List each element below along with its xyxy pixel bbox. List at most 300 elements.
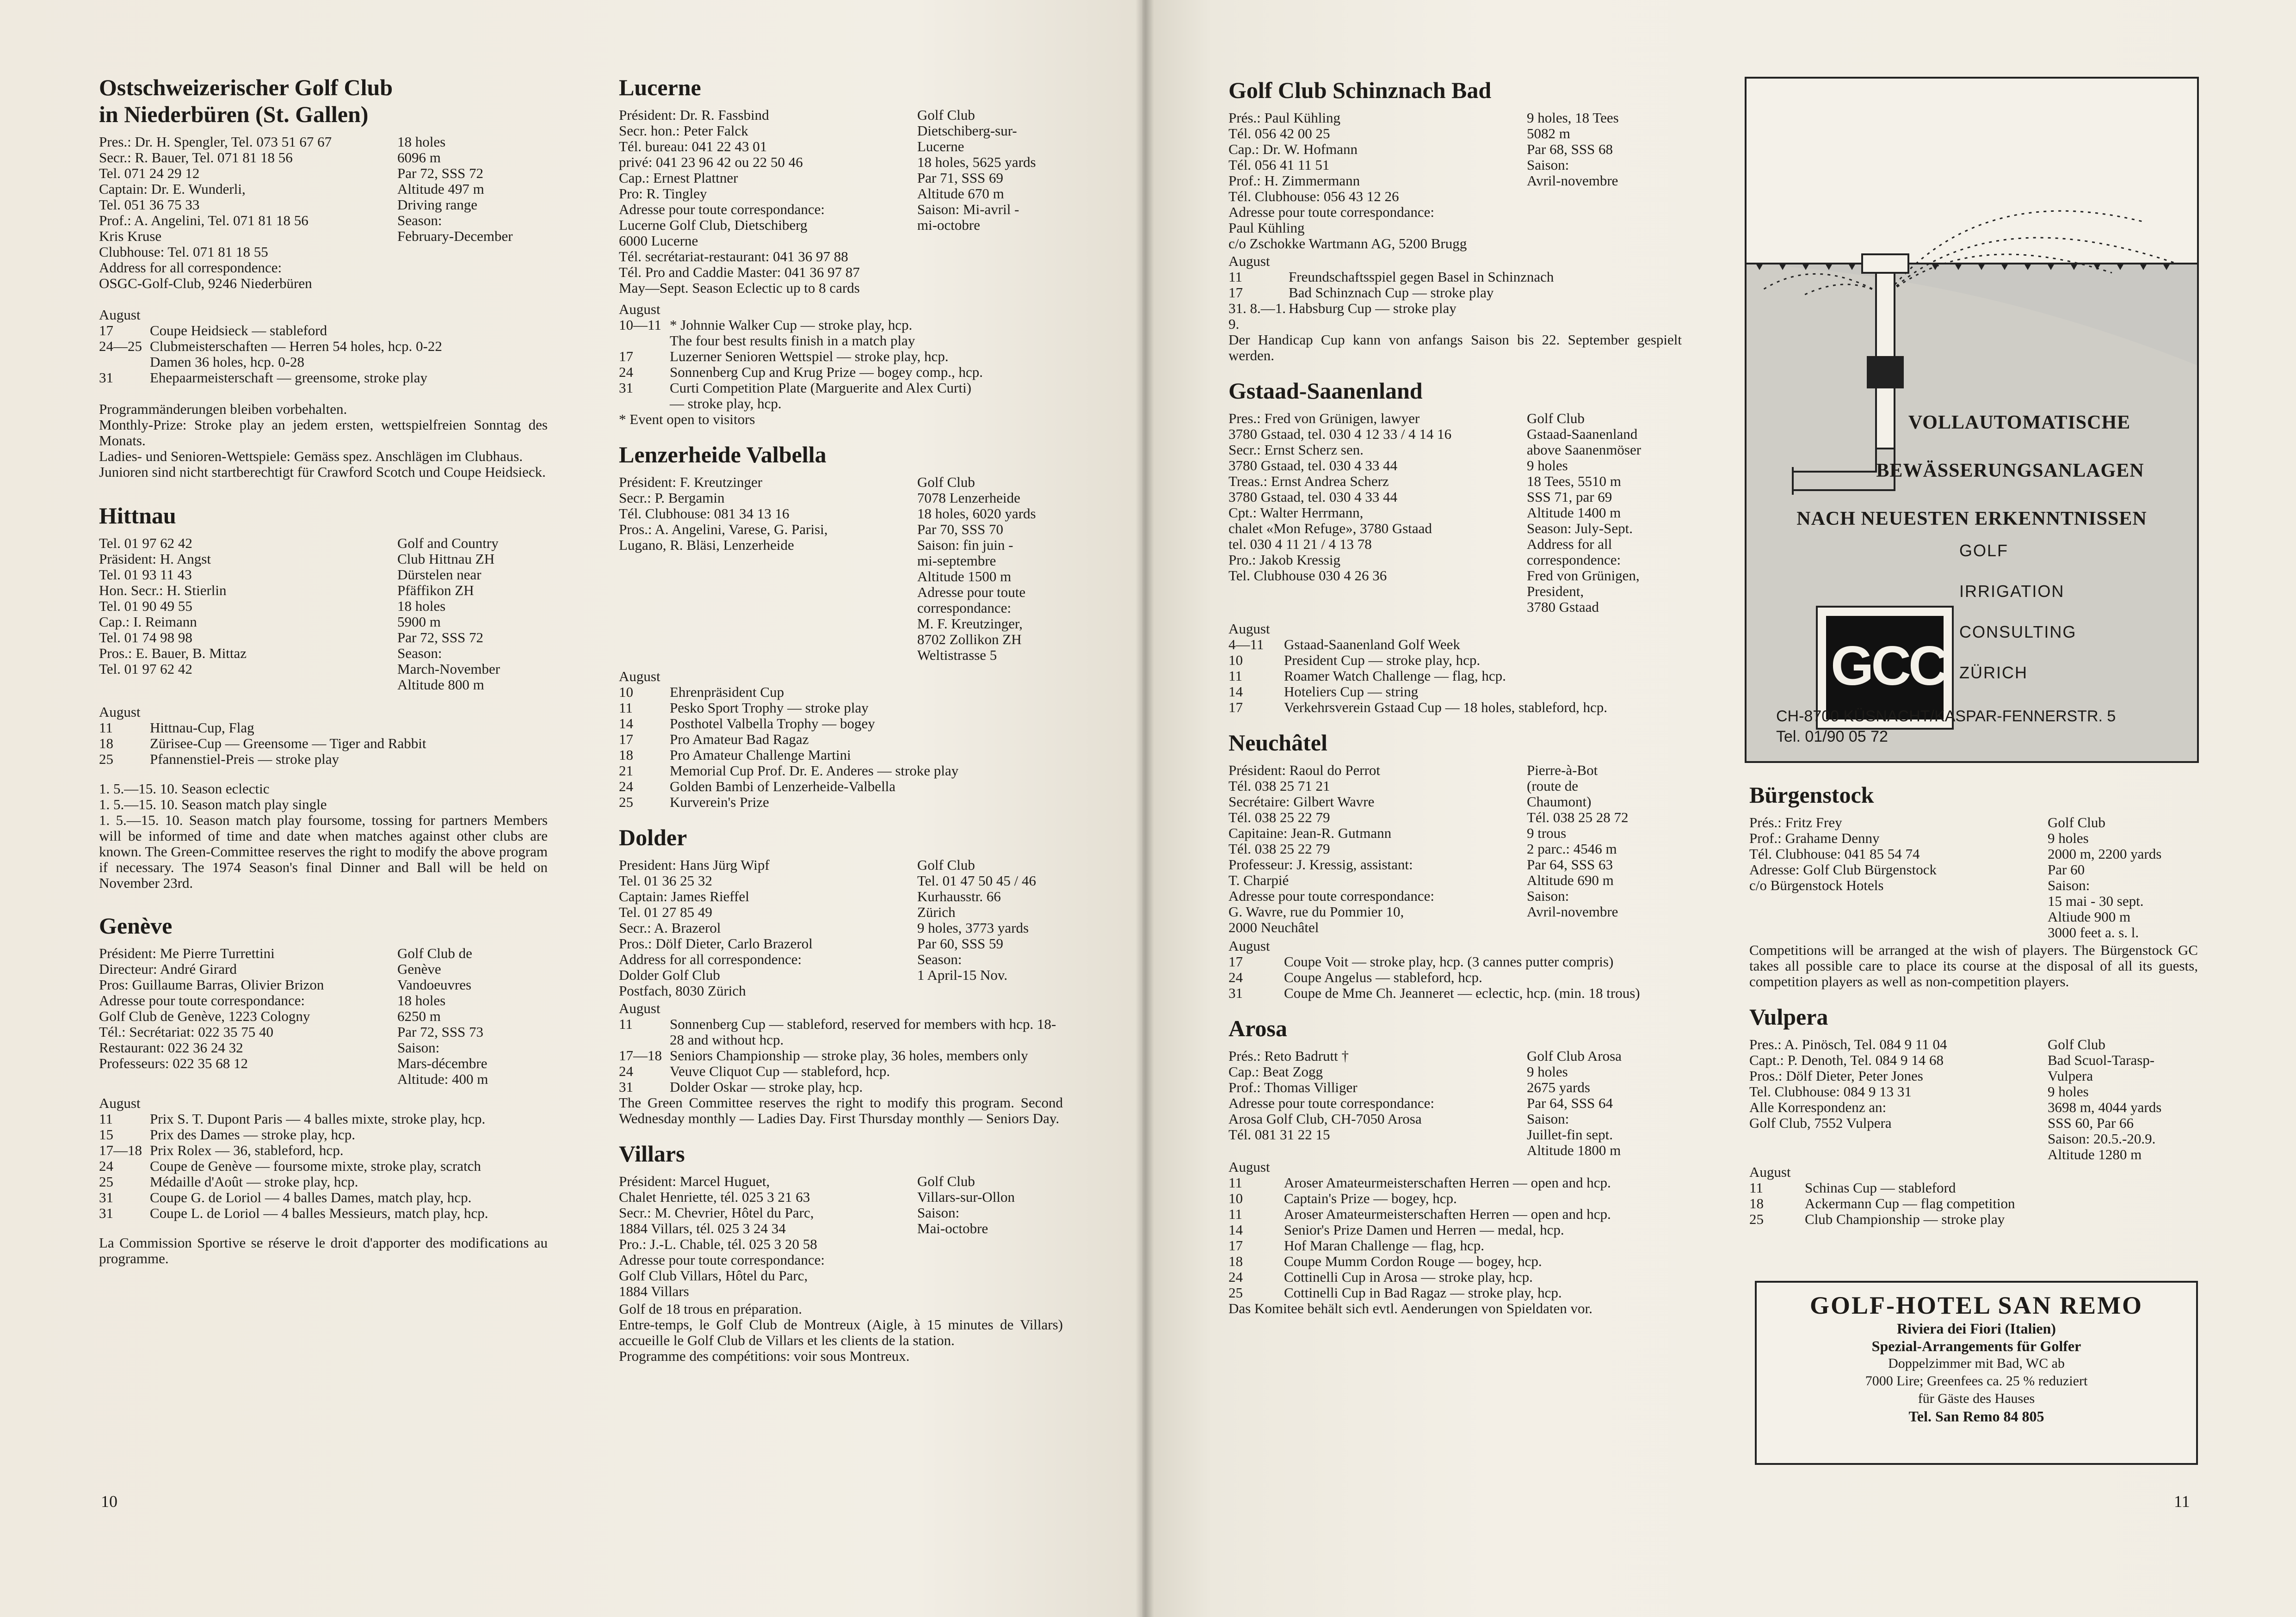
text-line: Prof.: A. Angelini, Tel. 071 81 18 56 [99, 212, 309, 228]
event-name: Ehrenpräsident Cup [670, 684, 784, 700]
club-title: Ostschweizerischer Golf Club in Niederbüren (St. Gallen) [99, 74, 393, 127]
club-title: Bürgenstock [1749, 782, 1874, 808]
text-line: Golf Club Villars, Hôtel du Parc, [619, 1267, 808, 1284]
text-line: Secr.: A. Brazerol [619, 920, 721, 936]
text-line: Adresse pour toute [917, 584, 1026, 600]
text-line: Tel. 01 27 85 49 [619, 904, 712, 920]
club-notes [1228, 1301, 1682, 1316]
text-line: Pros.: Dölf Dieter, Carlo Brazerol [619, 935, 813, 952]
text-line: SSS 60, Par 66 [2048, 1115, 2134, 1131]
text-line: Season: July-Sept. [1527, 520, 1633, 536]
paragraph: Monthly-Prize: Stroke play an jedem ersten, wettspielfreien Sonntag des Monats. [99, 417, 548, 449]
text-line: Adresse pour toute correspondance: [99, 992, 305, 1008]
text-line: Tél. secrétariat-restaurant: 041 36 97 88 [619, 248, 848, 264]
text-line: Secr.: Ernst Scherz sen. [1228, 442, 1364, 458]
event-name: Roamer Watch Challenge — flag, hcp. [1284, 668, 1506, 684]
event-date: 10 [1228, 652, 1243, 668]
text-line: Tel. 071 24 29 12 [99, 165, 200, 181]
paragraph: Entre-temps, le Golf Club de Montreux (Aigle, à 15 minutes de Villars) accueille le Golf Club de Villars et les clients de la station. [619, 1316, 1063, 1348]
club-facts [917, 857, 1036, 983]
event-schedule [619, 669, 1063, 810]
schedule-month: August [99, 307, 141, 323]
schedule-row [1228, 269, 1682, 285]
event-date: 4—11 [1228, 636, 1264, 652]
text-line: Golf Club [917, 107, 975, 123]
text-line: Capitaine: Jean-R. Gutmann [1228, 825, 1392, 841]
text-line: Saison: [2048, 877, 2090, 893]
schedule-row [99, 720, 548, 736]
text-line: Pros.: E. Bauer, B. Mittaz [99, 645, 247, 661]
event-name: Coupe de Genève — foursome mixte, stroke play, scratch [150, 1158, 481, 1174]
event-date [619, 333, 670, 349]
schedule-row [1749, 1196, 2198, 1211]
event-date: 17 [1228, 699, 1243, 715]
text-line: c/o Bürgenstock Hotels [1749, 877, 1884, 893]
schedule-row [99, 370, 548, 386]
club-title: Genève [99, 913, 173, 939]
club-facts [397, 946, 488, 1087]
text-line: Genève [397, 961, 441, 977]
schedule-row [1228, 970, 1682, 985]
text-line: Golf Club Arosa [1527, 1048, 1622, 1064]
event-date [99, 354, 150, 370]
event-name: — stroke play, hcp. [670, 395, 782, 412]
schedule-month: August [99, 704, 141, 720]
text-line: Altitude 1400 m [1527, 504, 1621, 521]
text-line: Chalet Henriette, tél. 025 3 21 63 [619, 1189, 810, 1205]
club-info [619, 107, 860, 296]
schedule-row [619, 1064, 1063, 1079]
text-line: Tel. 01 90 49 55 [99, 598, 192, 614]
club-info [1749, 1037, 1947, 1131]
club-notes [619, 1095, 1063, 1126]
event-date: 10 [619, 684, 633, 700]
event-name: Coupe Mumm Cordon Rouge — bogey, hcp. [1284, 1253, 1542, 1269]
schedule-row [99, 1143, 548, 1158]
club-info [619, 474, 828, 553]
text-line: Golf Club de [397, 945, 472, 961]
text-line: Pro: R. Tingley [619, 185, 707, 202]
text-line: Secr. hon.: Peter Falck [619, 123, 748, 139]
text-line: Tél.: Secrétariat: 022 35 75 40 [99, 1024, 274, 1040]
event-date: 24 [99, 1158, 113, 1174]
schedule-row [99, 1127, 548, 1143]
event-name: Coupe G. de Loriol — 4 balles Dames, match play, hcp. [150, 1189, 472, 1205]
text-line: Arosa Golf Club, CH-7050 Arosa [1228, 1111, 1422, 1127]
text-line: 2000 m, 2200 yards [2048, 846, 2162, 862]
event-name: Curti Competition Plate (Marguerite and Alex Curti) [670, 380, 972, 396]
gcc-word: GOLF [1959, 541, 2009, 560]
event-date: 21 [619, 762, 633, 779]
text-line: Président: F. Kreutzinger [619, 474, 763, 490]
schedule-row [1228, 1175, 1682, 1191]
schedule-month: August [619, 301, 660, 317]
text-line: Altitude 1800 m [1527, 1142, 1621, 1158]
text-line: Altitude: 400 m [397, 1071, 488, 1087]
text-line: Pfäffikon ZH [397, 582, 474, 598]
schedule-row [1228, 637, 1682, 652]
event-name: Coupe Heidsieck — stableford [150, 322, 327, 338]
club-info [1228, 411, 1451, 584]
schedule-row [1228, 1254, 1682, 1269]
text-line: Altitude 670 m [917, 185, 1004, 202]
schedule-row [99, 1205, 548, 1221]
text-line: Tel. 01 97 62 42 [99, 661, 192, 677]
ad-address: CH-8700 KÜSNACHT/KASPAR-FENNERSTR. 5 [1776, 707, 2116, 725]
event-name: Ackermann Cup — flag competition [1805, 1195, 2015, 1211]
text-line: Hon. Secr.: H. Stierlin [99, 582, 227, 598]
schedule-row [99, 1190, 548, 1205]
event-date: 31. 8.—1. 9. [1228, 300, 1286, 332]
page-number-right: 11 [2174, 1492, 2190, 1511]
event-date: 24 [619, 364, 633, 380]
text-line: Villars-sur-Ollon [917, 1189, 1015, 1205]
club-info [1228, 110, 1467, 252]
text-line: Pros: Guillaume Barras, Olivier Brizon [99, 977, 324, 993]
schedule-row [99, 736, 548, 751]
schedule-row [99, 1158, 548, 1174]
schedule-month: August [619, 668, 660, 684]
event-date [619, 396, 670, 412]
text-line: Par 71, SSS 69 [917, 170, 1004, 186]
text-line: Gstaad-Saanenland [1527, 426, 1638, 442]
event-name: Freundschaftsspiel gegen Basel in Schinznach [1289, 269, 1554, 285]
ad-line-2: BEWÄSSERUNGSANLAGEN [1876, 460, 2144, 481]
event-date: 11 [1749, 1180, 1763, 1196]
text-line: 3780 Gstaad, tel. 030 4 33 44 [1228, 489, 1398, 505]
text-line: Tél. 038 25 22 79 [1228, 809, 1330, 825]
text-line: Tel. Clubhouse: 084 9 13 31 [1749, 1083, 1912, 1100]
text-line: Bad Scuol-Tarasp- [2048, 1052, 2155, 1068]
text-line: Season: [397, 645, 442, 661]
event-date: 24 [1228, 969, 1243, 985]
event-date: 11 [619, 700, 633, 716]
text-line: Par 72, SSS 73 [397, 1024, 484, 1040]
club-facts [397, 134, 513, 244]
text-line: Secr.: M. Chevrier, Hôtel du Parc, [619, 1205, 814, 1221]
text-line: Prés.: Reto Badrutt † [1228, 1048, 1349, 1064]
text-line: Cap.: I. Reimann [99, 614, 197, 630]
text-line: Fred von Grünigen, [1527, 567, 1640, 584]
text-line: Saison: Mi-avril - [917, 201, 1019, 217]
schedule-row [619, 732, 1063, 747]
schedule-row [1228, 1206, 1682, 1222]
schedule-month: August [1228, 1159, 1270, 1175]
hotel-subtitle: Spezial-Arrangements für Golfer [1871, 1338, 2081, 1354]
event-date: 14 [1228, 1222, 1243, 1238]
text-line: Pres.: A. Pinösch, Tel. 084 9 11 04 [1749, 1036, 1947, 1052]
text-line: 3780 Gstaad, tel. 030 4 33 44 [1228, 457, 1398, 473]
event-name: Senior's Prize Damen und Herren — medal, hcp. [1284, 1222, 1564, 1238]
text-line: Tel. 01 47 50 45 / 46 [917, 873, 1037, 889]
text-line: Club Hittnau ZH [397, 551, 495, 567]
event-schedule [619, 1001, 1063, 1095]
club-gstaad [1228, 377, 1682, 715]
text-line: Saison: [1527, 157, 1569, 173]
text-line: Tel. 051 36 75 33 [99, 197, 200, 213]
text-line: 1884 Villars [619, 1283, 689, 1299]
event-name: Verkehrsverein Gstaad Cup — 18 holes, stableford, hcp. [1284, 699, 1608, 715]
text-line: Treas.: Ernst Andrea Scherz [1228, 473, 1389, 489]
right-column-2 [1749, 781, 2198, 1241]
text-line: SSS 71, par 69 [1527, 489, 1612, 505]
text-line: Adresse pour toute correspondance: [1228, 1095, 1435, 1111]
schedule-row [619, 1016, 1063, 1048]
event-name: Gstaad-Saanenland Golf Week [1284, 636, 1460, 652]
paragraph: La Commission Sportive se réserve le droit d'apporter des modifications au programme. [99, 1235, 548, 1267]
event-name: Habsburg Cup — stroke play [1289, 300, 1457, 316]
text-line: Pres.: Dr. H. Spengler, Tel. 073 51 67 67 [99, 134, 332, 150]
event-date: 25 [99, 1174, 113, 1190]
text-line: 1 April-15 Nov. [917, 967, 1008, 983]
text-line: Par 70, SSS 70 [917, 521, 1004, 537]
hotel-phone: Tel. San Remo 84 805 [1908, 1408, 2044, 1425]
event-name: Sonnenberg Cup and Krug Prize — bogey comp., hcp. [670, 364, 983, 380]
schedule-row [1228, 1222, 1682, 1238]
text-line: May—Sept. Season Eclectic up to 8 cards [619, 280, 860, 296]
club-notes [99, 1235, 548, 1267]
event-name: Kurverein's Prize [670, 794, 769, 810]
club-info [99, 946, 324, 1071]
text-line: Postfach, 8030 Zürich [619, 983, 746, 999]
club-vulpera [1749, 1003, 2198, 1227]
schedule-row [99, 1111, 548, 1127]
text-line: 8702 Zollikon ZH [917, 631, 1022, 647]
event-name: Memorial Cup Prof. Dr. E. Anderes — stroke play [670, 762, 959, 779]
text-line: Tel. 01 36 25 32 [619, 873, 712, 889]
event-name: Posthotel Valbella Trophy — bogey [670, 715, 875, 732]
text-line: Tel. 01 74 98 98 [99, 629, 192, 646]
text-line: Tel. 01 93 11 43 [99, 566, 192, 583]
event-date: 14 [619, 715, 633, 732]
text-line: Secrétaire: Gilbert Wavre [1228, 793, 1375, 810]
text-line: 18 holes, 5625 yards [917, 154, 1036, 170]
event-name: Pesko Sport Trophy — stroke play [670, 700, 869, 716]
event-name: Médaille d'Août — stroke play, hcp. [150, 1174, 358, 1190]
club-facts [1527, 110, 1619, 189]
text-line: Cpt.: Walter Herrmann, [1228, 504, 1364, 521]
club-geneve [99, 912, 548, 1267]
text-line: Capt.: P. Denoth, Tel. 084 9 14 68 [1749, 1052, 1944, 1068]
text-line: correspondance: [917, 600, 1012, 616]
page-number-left: 10 [101, 1492, 117, 1511]
text-line: T. Charpié [1228, 872, 1289, 888]
text-line: M. F. Kreutzinger, [917, 615, 1023, 632]
club-burgenstock [1749, 781, 2198, 990]
text-line: c/o Zschokke Wartmann AG, 5200 Brugg [1228, 235, 1467, 252]
event-name: Dolder Oskar — stroke play, hcp. [670, 1079, 863, 1095]
event-name: Ehepaarmeisterschaft — greensome, stroke play [150, 369, 427, 386]
text-line: 9 holes [2048, 830, 2089, 846]
paragraph: The Green Committee reserves the right to modify this program. Second Wednesday monthly — Ladies Day. First Thursday monthly — Seniors Day. [619, 1094, 1063, 1126]
hotel-name: GOLF-HOTEL SAN REMO [1809, 1291, 2143, 1319]
text-line: Golf Club, 7552 Vulpera [1749, 1115, 1892, 1131]
schedule-row [1228, 985, 1682, 1001]
club-notes [99, 401, 548, 480]
text-line: Prés.: Paul Kühling [1228, 110, 1340, 126]
club-notes [619, 1301, 1063, 1364]
event-date: 18 [619, 747, 633, 763]
text-line: Lugano, R. Bläsi, Lenzerheide [619, 537, 794, 553]
schedule-row [619, 700, 1063, 716]
event-name: Prix des Dames — stroke play, hcp. [150, 1126, 355, 1143]
text-line: President, [1527, 583, 1584, 599]
text-line: Juillet-fin sept. [1527, 1126, 1613, 1143]
schedule-row [99, 323, 548, 338]
gcc-word: IRRIGATION [1959, 582, 2065, 601]
event-name: Coupe L. de Loriol — 4 balles Messieurs, match play, hcp. [150, 1205, 488, 1221]
event-name: Coupe Angelus — stableford, hcp. [1284, 969, 1482, 985]
event-name: Damen 36 holes, hcp. 0-28 [150, 354, 305, 370]
ad-line-3: NACH NEUESTEN ERKENNTNISSEN [1796, 508, 2147, 529]
text-line: 2675 yards [1527, 1079, 1590, 1095]
club-info [99, 134, 332, 291]
event-schedule [1228, 1159, 1682, 1301]
schedule-row [1228, 700, 1682, 715]
text-line: Tél. Pro and Caddie Master: 041 36 97 87 [619, 264, 860, 280]
text-line: 18 holes [397, 134, 446, 150]
text-line: Altitude 1500 m [917, 568, 1012, 584]
event-date: 10—11 [619, 317, 661, 333]
event-date: 24 [619, 778, 633, 794]
event-schedule [1228, 621, 1682, 715]
schedule-row [1228, 1191, 1682, 1206]
schedule-row [99, 354, 548, 370]
event-name: Aroser Amateurmeisterschaften Herren — open and hcp. [1284, 1174, 1611, 1191]
paragraph: Das Komitee behält sich evtl. Aenderungen von Spieldaten vor. [1228, 1300, 1592, 1316]
text-line: Pros.: Dölf Dieter, Peter Jones [1749, 1068, 1923, 1084]
ad-phone: Tel. 01/90 05 72 [1776, 728, 1888, 745]
text-line: 15 mai - 30 sept. [2048, 893, 2144, 909]
schedule-row [619, 779, 1063, 794]
event-name: Seniors Championship — stroke play, 36 holes, members only [670, 1047, 1028, 1064]
hotel-text: für Gäste des Hauses [1918, 1391, 2035, 1406]
text-line: Saison: 20.5.-20.9. [2048, 1131, 2156, 1147]
event-name: Veuve Cliquot Cup — stableford, hcp. [670, 1063, 890, 1079]
text-line: 9 holes [1527, 457, 1568, 473]
text-line: Par 60 [2048, 861, 2085, 878]
text-line: 9 holes, 18 Tees [1527, 110, 1619, 126]
text-line: Cap.: Dr. W. Hofmann [1228, 141, 1358, 157]
club-lucerne [619, 74, 1063, 427]
club-dolder [619, 824, 1063, 1126]
text-line: Tel. Clubhouse 030 4 26 36 [1228, 567, 1387, 584]
schedule-row [619, 364, 1063, 380]
event-date: 17—18 [619, 1047, 662, 1064]
event-name: Schinas Cup — stableford [1805, 1180, 1956, 1196]
event-name: Hof Maran Challenge — flag, hcp. [1284, 1237, 1485, 1254]
schedule-row [619, 716, 1063, 732]
text-line: chalet «Mon Refuge», 3780 Gstaad [1228, 520, 1432, 536]
event-date: 24 [1228, 1269, 1243, 1285]
text-line: Pres.: Fred von Grünigen, lawyer [1228, 410, 1420, 426]
event-name: Hoteliers Cup — string [1284, 683, 1419, 700]
text-line: Clubhouse: Tel. 071 81 18 55 [99, 244, 268, 260]
text-line: (route de [1527, 778, 1579, 794]
text-line: Prof.: Thomas Villiger [1228, 1079, 1358, 1095]
text-line: Golf Club [917, 474, 975, 490]
event-name: The four best results finish in a match play [670, 332, 915, 349]
schedule-row [1228, 1238, 1682, 1254]
gcc-logo-text: GCC [1831, 635, 1946, 697]
text-line: Dürstelen near [397, 566, 481, 583]
text-line: Par 68, SSS 68 [1527, 141, 1613, 157]
text-line: Golf Club [917, 1173, 975, 1189]
text-line: Dietschiberg-sur- [917, 123, 1017, 139]
club-title: Lenzerheide Valbella [619, 442, 827, 467]
text-line: Restaurant: 022 36 24 32 [99, 1039, 243, 1056]
event-name: President Cup — stroke play, hcp. [1284, 652, 1481, 668]
event-name: Bad Schinznach Cup — stroke play [1289, 284, 1494, 301]
schedule-row [619, 380, 1063, 396]
text-line: 7078 Lenzerheide [917, 490, 1020, 506]
text-line: Adresse: Golf Club Bürgenstock [1749, 861, 1937, 878]
text-line: Golf Club [2048, 1036, 2105, 1052]
event-date: 17 [99, 322, 113, 338]
event-date: 11 [1228, 668, 1242, 684]
text-line: Address for all correspondence: [99, 259, 282, 276]
schedule-row [619, 747, 1063, 763]
text-line: 6000 Lucerne [619, 233, 698, 249]
text-line: privé: 041 23 96 42 ou 22 50 46 [619, 154, 803, 170]
schedule-month: August [99, 1095, 141, 1111]
text-line: above Saanenmöser [1527, 442, 1642, 458]
text-line: Mars-décembre [397, 1055, 488, 1071]
text-line: March-November [397, 661, 500, 677]
text-line: Directeur: André Girard [99, 961, 237, 977]
schedule-row [1228, 668, 1682, 684]
text-line: Dolder Golf Club [619, 967, 720, 983]
text-line: Président: Raoul do Perrot [1228, 762, 1381, 778]
text-line: 3780 Gstaad [1527, 599, 1599, 615]
text-line: Saison: [1527, 1111, 1569, 1127]
text-line: tel. 030 4 11 21 / 4 13 78 [1228, 536, 1372, 552]
event-date: 11 [99, 719, 113, 736]
ad-line-1: VOLLAUTOMATISCHE [1908, 412, 2131, 433]
text-line: Pierre-à-Bot [1527, 762, 1598, 778]
text-line: February-December [397, 228, 513, 244]
hotel-subtitle: Riviera dei Fiori (Italien) [1897, 1320, 2056, 1337]
text-line: Präsident: H. Angst [99, 551, 211, 567]
text-line: Altitude 1280 m [2048, 1146, 2142, 1162]
paragraph: 1. 5.—15. 10. Season eclectic [99, 781, 270, 797]
text-line: Altitude 800 m [397, 676, 484, 693]
text-line: Adresse pour toute correspondance: [619, 1252, 825, 1268]
text-line: Cap.: Beat Zogg [1228, 1064, 1323, 1080]
event-name: Coupe Voit — stroke play, hcp. (3 cannes putter compris) [1284, 953, 1614, 970]
club-hittnau [99, 502, 548, 891]
text-line: Golf and Country [397, 535, 499, 551]
paragraph: 1. 5.—15. 10. Season match play single [99, 796, 327, 812]
event-date: 14 [1228, 683, 1243, 700]
club-facts [917, 474, 1036, 663]
text-line: 18 holes, 6020 yards [917, 505, 1036, 522]
text-line: 2000 Neuchâtel [1228, 919, 1319, 935]
event-date: 25 [1749, 1211, 1764, 1227]
event-name: Sonnenberg Cup — stableford, reserved for members with hcp. 18-28 and without hcp. [670, 1016, 1056, 1048]
text-line: Cap.: Ernest Plattner [619, 170, 738, 186]
club-ostschweiz [99, 74, 548, 480]
club-title: Lucerne [619, 74, 701, 100]
event-name: Luzerner Senioren Wettspiel — stroke play, hcp. [670, 348, 949, 364]
club-info [1749, 815, 1937, 893]
text-line: Weltistrasse 5 [917, 647, 997, 663]
club-title: Gstaad-Saanenland [1228, 378, 1423, 404]
text-line: Prés.: Fritz Frey [1749, 814, 1842, 830]
text-line: Secr.: R. Bauer, Tel. 071 81 18 56 [99, 149, 293, 166]
event-schedule [99, 307, 548, 386]
club-facts [1527, 762, 1629, 920]
